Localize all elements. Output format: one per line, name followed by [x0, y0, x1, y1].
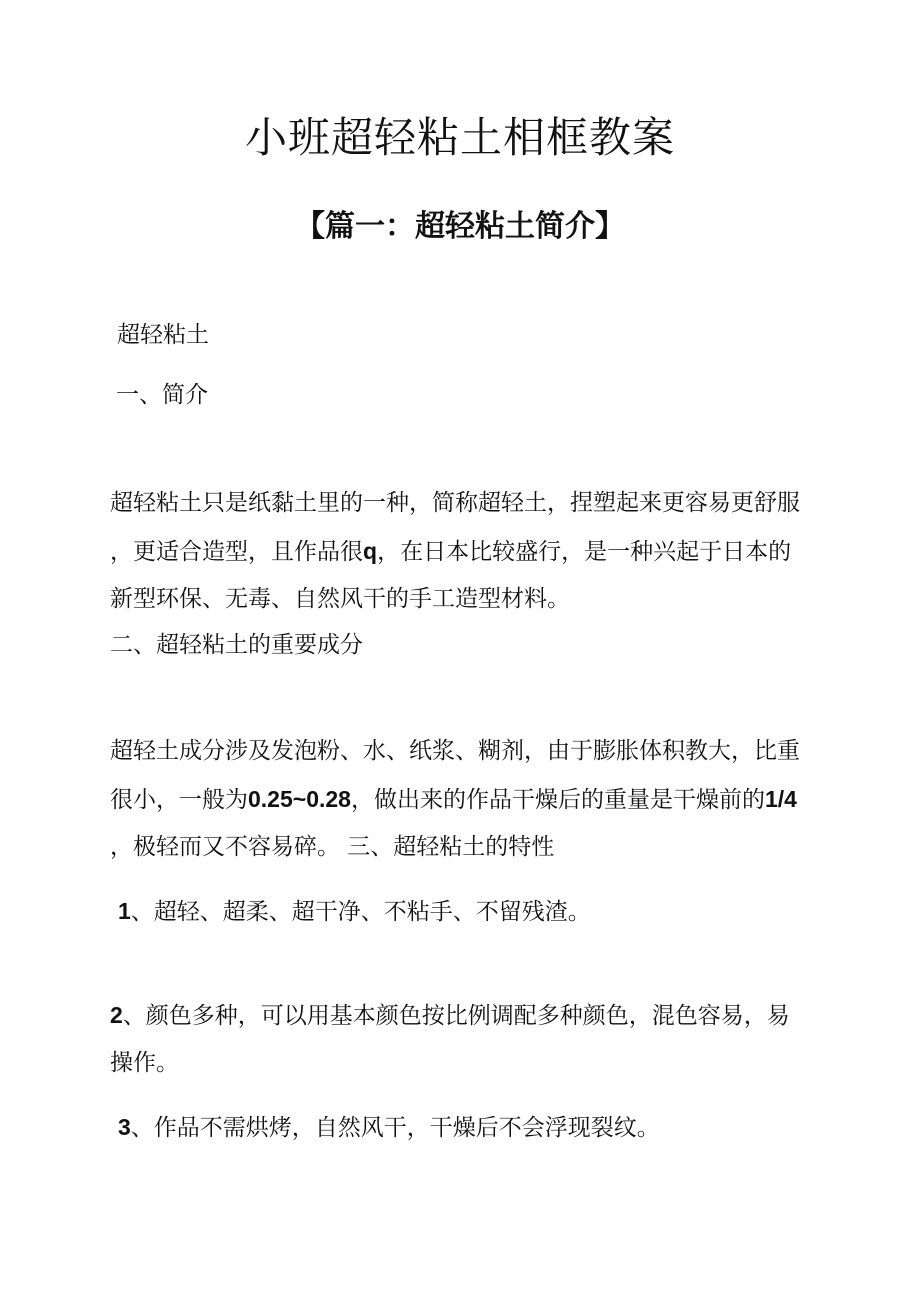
composition-line-2a: 很小，一般为 [110, 787, 248, 813]
page-title: 小班超轻粘土相框教案 [244, 113, 675, 162]
intro-line-2c: ，在日本比较盛行，是一种兴起于日本的 [377, 539, 792, 565]
feature-2 [110, 998, 820, 1033]
intro-line-2 [110, 534, 820, 569]
weight-ratio: 1/4 [764, 786, 797, 812]
page-subtitle: 【篇一：超轻粘土简介】 [295, 209, 625, 244]
composition-line-2 [110, 782, 820, 817]
feature-2-number: 2 [110, 1002, 123, 1028]
topic-label: 超轻粘土 [117, 322, 209, 348]
feature-3-number: 3 [118, 1114, 131, 1140]
feature-3-text: 、作品不需烘烤，自然风干，干燥后不会浮现裂纹。 [130, 1115, 660, 1141]
intro-q: q [363, 538, 378, 564]
feature-2-continued: 操作。 [110, 1050, 179, 1076]
feature-3 [118, 1110, 828, 1145]
composition-line-2c: ，做出来的作品干燥后的重量是干燥前的 [350, 787, 765, 813]
section-heading-composition: 二、超轻粘土的重要成分 [110, 632, 363, 658]
composition-line-3: ，极轻而又不容易碎。 三、超轻粘土的特性 [110, 834, 555, 860]
feature-2-text: 、颜色多种，可以用基本颜色按比例调配多种颜色，混色容易，易 [122, 1003, 790, 1029]
feature-1-text: 、超轻、超柔、超干净、不粘手、不留残渣。 [130, 899, 591, 925]
feature-1 [118, 894, 828, 929]
intro-line-1: 超轻粘土只是纸黏土里的一种，简称超轻土，捏塑起来更容易更舒服 [110, 490, 800, 516]
composition-line-1: 超轻土成分涉及发泡粉、水、纸浆、糊剂，由于膨胀体积教大，比重 [110, 738, 800, 764]
density-value: 0.25~0.28 [248, 786, 351, 812]
section-heading-intro: 一、简介 [116, 382, 208, 408]
feature-1-number: 1 [118, 898, 131, 924]
intro-line-3: 新型环保、无毒、自然风干的手工造型材料。 [110, 586, 570, 612]
intro-line-2a: ，更适合造型，且作品很 [110, 539, 363, 565]
